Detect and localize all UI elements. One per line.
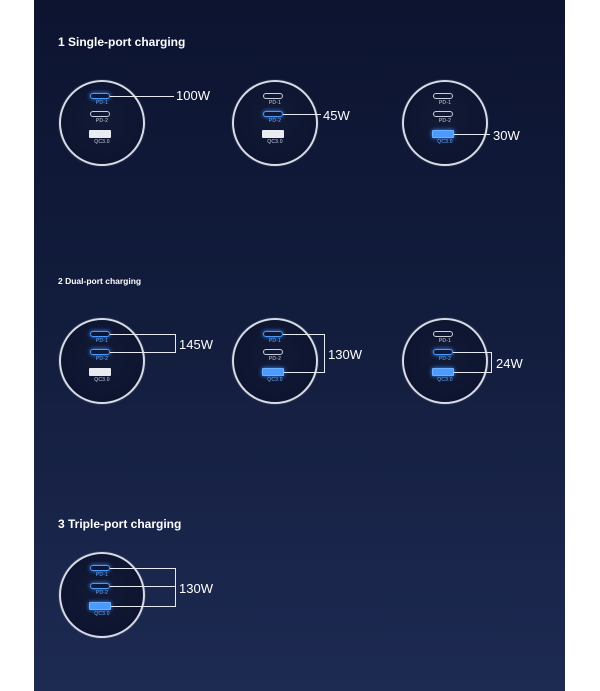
section-title-dual: 2 Dual-port charging: [58, 276, 142, 286]
usb-c-port-icon: [433, 331, 453, 337]
port-label-pd2: PD-2: [268, 356, 282, 362]
connector-line: [110, 568, 176, 569]
port-label-qc: QC3.0: [94, 139, 110, 145]
usb-c-port-icon: [433, 349, 453, 355]
port-label-qc: QC3.0: [437, 377, 453, 383]
charger-diagram: [232, 80, 392, 170]
connector-line: [111, 606, 176, 607]
section-title-triple: 3 Triple-port charging: [58, 517, 182, 531]
port-label-qc: QC3.0: [437, 139, 453, 145]
connector-line: [110, 334, 176, 335]
usb-c-port-icon: [90, 93, 110, 99]
port-label-qc: QC3.0: [267, 139, 283, 145]
connector-bracket: [491, 352, 492, 373]
port-label-pd2: PD-2: [268, 118, 282, 124]
usb-a-port-icon: [262, 130, 284, 138]
usb-c-port-icon: [90, 565, 110, 571]
port-label-pd2: PD-2: [438, 118, 452, 124]
section-title-single: 1 Single-port charging: [58, 35, 186, 49]
port-label-pd1: PD-1: [438, 338, 452, 344]
charger-diagram: [402, 80, 562, 170]
port-label-pd1: PD-1: [438, 100, 452, 106]
usb-c-port-icon: [90, 583, 110, 589]
usb-c-port-icon: [90, 331, 110, 337]
connector-line: [284, 372, 325, 373]
connector-line: [110, 96, 174, 97]
connector-line: [454, 372, 492, 373]
port-label-pd2: PD-2: [95, 118, 109, 124]
connector-bracket: [175, 334, 176, 353]
charger-diagram: [232, 318, 392, 408]
port-label-pd1: PD-1: [268, 338, 282, 344]
port-label-pd1: PD-1: [95, 338, 109, 344]
connector-line: [453, 352, 492, 353]
wattage-label: 30W: [493, 128, 520, 143]
port-label-qc: QC3.0: [94, 377, 110, 383]
connector-bracket: [324, 334, 325, 373]
connector-line: [454, 134, 490, 135]
connector-line: [110, 586, 176, 587]
wattage-label: 45W: [323, 108, 350, 123]
usb-c-port-icon: [433, 93, 453, 99]
wattage-label: 130W: [328, 347, 362, 362]
charger-diagram: [59, 318, 219, 408]
port-label-pd1: PD-1: [268, 100, 282, 106]
port-label-pd2: PD-2: [95, 356, 109, 362]
connector-line: [283, 114, 321, 115]
usb-a-port-icon: [432, 368, 454, 376]
port-label-qc: QC3.0: [267, 377, 283, 383]
usb-c-port-icon: [90, 111, 110, 117]
usb-c-port-icon: [263, 93, 283, 99]
usb-c-port-icon: [263, 331, 283, 337]
wattage-label: 130W: [179, 581, 213, 596]
connector-bracket: [175, 568, 176, 607]
usb-a-port-icon: [89, 368, 111, 376]
usb-c-port-icon: [433, 111, 453, 117]
connector-line: [283, 334, 325, 335]
charging-modes-panel: [34, 0, 565, 691]
usb-c-port-icon: [263, 111, 283, 117]
usb-c-port-icon: [263, 349, 283, 355]
usb-a-port-icon: [432, 130, 454, 138]
usb-a-port-icon: [89, 602, 111, 610]
port-label-pd2: PD-2: [438, 356, 452, 362]
port-label-pd2: PD-2: [95, 590, 109, 596]
wattage-label: 24W: [496, 356, 523, 371]
charger-diagram: [59, 80, 219, 170]
wattage-label: 145W: [179, 337, 213, 352]
charger-diagram: [402, 318, 562, 408]
port-label-pd1: PD-1: [95, 100, 109, 106]
charger-diagram: [59, 552, 219, 642]
usb-a-port-icon: [89, 130, 111, 138]
connector-line: [110, 352, 176, 353]
port-label-pd1: PD-1: [95, 572, 109, 578]
wattage-label: 100W: [176, 88, 210, 103]
port-label-qc: QC3.0: [94, 611, 110, 617]
usb-a-port-icon: [262, 368, 284, 376]
usb-c-port-icon: [90, 349, 110, 355]
